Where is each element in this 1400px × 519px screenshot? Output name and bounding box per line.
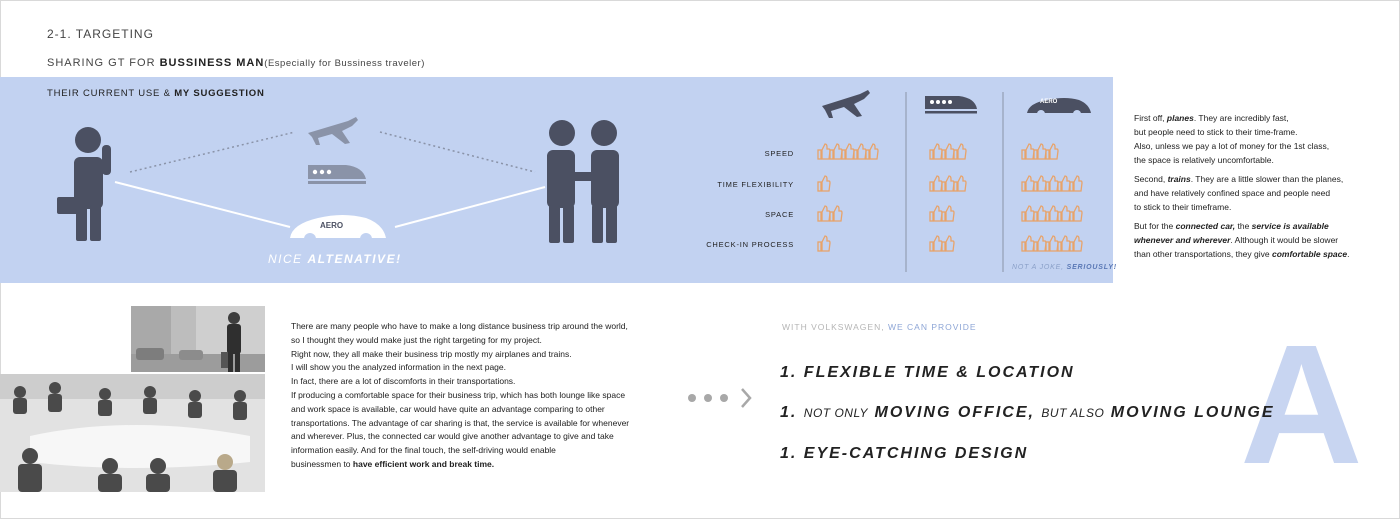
thumbs-up-icon <box>1022 144 1034 159</box>
provide-heading <box>782 322 977 332</box>
white-line <box>115 182 290 227</box>
body-line: In fact, there are a lot of discomforts in their transportations. <box>291 376 516 387</box>
thumbs-up-icon <box>1022 176 1034 191</box>
footnote-prefix: NOT A JOKE, <box>1012 264 1067 271</box>
nice-alternative <box>268 252 402 266</box>
side-explanation <box>1134 111 1379 266</box>
thumbs-up-icon <box>1058 236 1070 251</box>
row-label-check-in: CHECK-IN PROCESS <box>706 240 794 249</box>
train-icon <box>308 165 366 184</box>
body-line: There are many people who have to make a long distance business trip around the world, <box>291 321 628 331</box>
thumbs-up-icon <box>830 206 842 221</box>
thumbs-up-icon <box>954 144 966 159</box>
big-letter: A <box>1240 310 1363 500</box>
businessman-street-photo <box>131 306 265 372</box>
dotted-line <box>130 132 295 172</box>
thumbs-up-icon <box>930 144 942 159</box>
thumbs-up-icon <box>866 144 878 159</box>
thumbs-up-icon <box>1034 236 1046 251</box>
car-badge: AERO <box>320 221 344 230</box>
thumbs-up-icon <box>1034 176 1046 191</box>
comparison-table <box>810 80 1110 280</box>
thumbs-up-icon <box>930 236 942 251</box>
text: but people need to stick to their time-frame. <box>1134 127 1298 137</box>
text-emphasis: connected car, <box>1175 221 1236 231</box>
thumbs-up-icon <box>1022 206 1034 221</box>
thumbs-up-icon <box>1070 176 1082 191</box>
text: . They are incredibly fast, <box>1193 113 1289 123</box>
body-line: so I thought they would make just the right targeting for my project. <box>291 334 542 345</box>
text: 1. <box>780 404 798 421</box>
meeting-room-photo <box>0 374 265 492</box>
subtitle-prefix: SHARING GT FOR <box>47 57 160 69</box>
thumbs-up-icon <box>930 176 942 191</box>
thumbs-up-icon <box>954 176 966 191</box>
aero-car-icon <box>290 215 386 245</box>
text-thin: NOT ONLY <box>803 406 869 420</box>
thumbs-up-icon <box>1046 176 1058 191</box>
body-line: and wherever. Plus, the connected car would give another advantage to give and take <box>291 431 614 442</box>
rating-thumbs <box>818 144 1082 251</box>
footnote <box>1012 264 1117 271</box>
text: businessmen to <box>291 458 353 469</box>
text: . They are a little slower than the planes, <box>1190 174 1344 184</box>
train-header-icon <box>925 96 977 114</box>
next-arrow-icon <box>686 386 756 412</box>
text-emphasis: trains <box>1167 174 1191 184</box>
thumbs-up-icon <box>842 144 854 159</box>
provide-bold: WE CAN PROVIDE <box>887 322 977 332</box>
text-emphasis: planes <box>1166 113 1194 123</box>
point-moving-office <box>780 404 1275 422</box>
thumbs-up-icon <box>818 144 830 159</box>
row-label-speed: SPEED <box>764 149 794 158</box>
page-subtitle <box>47 57 425 69</box>
thumbs-up-icon <box>1058 206 1070 221</box>
side-paragraph-car <box>1134 219 1379 261</box>
handshake-icon <box>547 120 619 243</box>
thumbs-up-icon <box>830 144 842 159</box>
text: MOVING LOUNGE <box>1110 404 1275 421</box>
thumbs-up-icon <box>1046 236 1058 251</box>
thumbs-up-icon <box>854 144 866 159</box>
thumbs-up-icon <box>818 236 830 251</box>
text: the space is relatively uncomfortable. <box>1134 155 1274 165</box>
thumbs-up-icon <box>1034 144 1046 159</box>
row-label-space: SPACE <box>765 210 794 219</box>
text: MOVING OFFICE, <box>874 404 1035 421</box>
text: First off, <box>1134 113 1167 123</box>
body-line: If producing a comfortable space for their business trip, which has both lounge like space <box>291 389 626 400</box>
plane-header-icon <box>822 90 870 118</box>
nice-prefix: NICE <box>268 252 308 266</box>
thumbs-up-icon <box>1046 144 1058 159</box>
text-thin: BUT ALSO <box>1041 406 1105 420</box>
thumbs-up-icon <box>1034 206 1046 221</box>
text: Second, <box>1134 174 1168 184</box>
thumbs-up-icon <box>942 206 954 221</box>
thumbs-up-icon <box>942 176 954 191</box>
text-emphasis: comfortable space <box>1271 249 1348 259</box>
text: the <box>1235 221 1252 231</box>
text: than other transportations, they give <box>1134 249 1272 259</box>
white-line <box>395 187 545 227</box>
text: to stick to their timeframe. <box>1134 202 1232 212</box>
plane-icon <box>308 117 358 145</box>
section-title: 2-1. TARGETING <box>47 27 154 41</box>
point-design: 1. EYE-CATCHING DESIGN <box>780 445 1029 462</box>
subtitle-note: (Especially for Bussiness traveler) <box>264 58 425 69</box>
thumbs-up-icon <box>1022 236 1034 251</box>
band-title-prefix: THEIR CURRENT USE & <box>47 88 175 99</box>
thumbs-up-icon <box>1070 236 1082 251</box>
text: But for the <box>1134 221 1176 231</box>
footnote-bold: SERIOUSLY! <box>1066 264 1117 271</box>
body-line: transportations. The advantage of car sharing is that, the service is available for whenever <box>291 417 630 428</box>
thumbs-up-icon <box>942 236 954 251</box>
businessman-phone-icon <box>57 127 111 241</box>
point-flexible: 1. FLEXIBLE TIME & LOCATION <box>780 364 1075 381</box>
band-title-bold: MY SUGGESTION <box>174 88 265 99</box>
body-line: information easily. And for the final touch, the self-driving would enable <box>291 445 556 456</box>
thumbs-up-icon <box>1058 176 1070 191</box>
text: . <box>1347 249 1350 259</box>
subtitle-bold: BUSSINESS MAN <box>159 57 265 69</box>
thumbs-up-icon <box>818 176 830 191</box>
car-header-badge: AERO <box>1040 99 1058 105</box>
body-line: I will show you the analyzed information in the next page. <box>291 362 506 373</box>
thumbs-up-icon <box>942 144 954 159</box>
text: Also, unless we pay a lot of money for the 1st class, <box>1134 141 1330 151</box>
side-paragraph-trains <box>1134 172 1379 214</box>
car-header-icon <box>1027 98 1091 118</box>
text-emphasis: service is available <box>1251 221 1329 231</box>
text-bold: have efficient work and break time. <box>352 458 495 469</box>
provide-prefix: WITH VOLKSWAGEN, <box>782 322 888 332</box>
dotted-line <box>380 132 535 172</box>
thumbs-up-icon <box>1046 206 1058 221</box>
text: and have relatively confined space and people need <box>1134 188 1331 198</box>
thumbs-up-icon <box>1070 206 1082 221</box>
side-paragraph-planes <box>1134 111 1379 167</box>
body-line: and work space is available, car would have quite an advantage comparing to other <box>291 403 605 414</box>
body-line-last <box>291 458 671 472</box>
text: . Although it would be slower <box>1230 235 1339 245</box>
thumbs-up-icon <box>930 206 942 221</box>
thumbs-up-icon <box>818 206 830 221</box>
text-emphasis: whenever and wherever <box>1134 235 1231 245</box>
row-label-time-flexibility: TIME FLEXIBILITY <box>717 180 794 189</box>
body-paragraph <box>291 320 671 472</box>
nice-bold: ALTENATIVE! <box>307 252 402 266</box>
body-line: Right now, they all make their business trip mostly my airplanes and trains. <box>291 348 572 359</box>
